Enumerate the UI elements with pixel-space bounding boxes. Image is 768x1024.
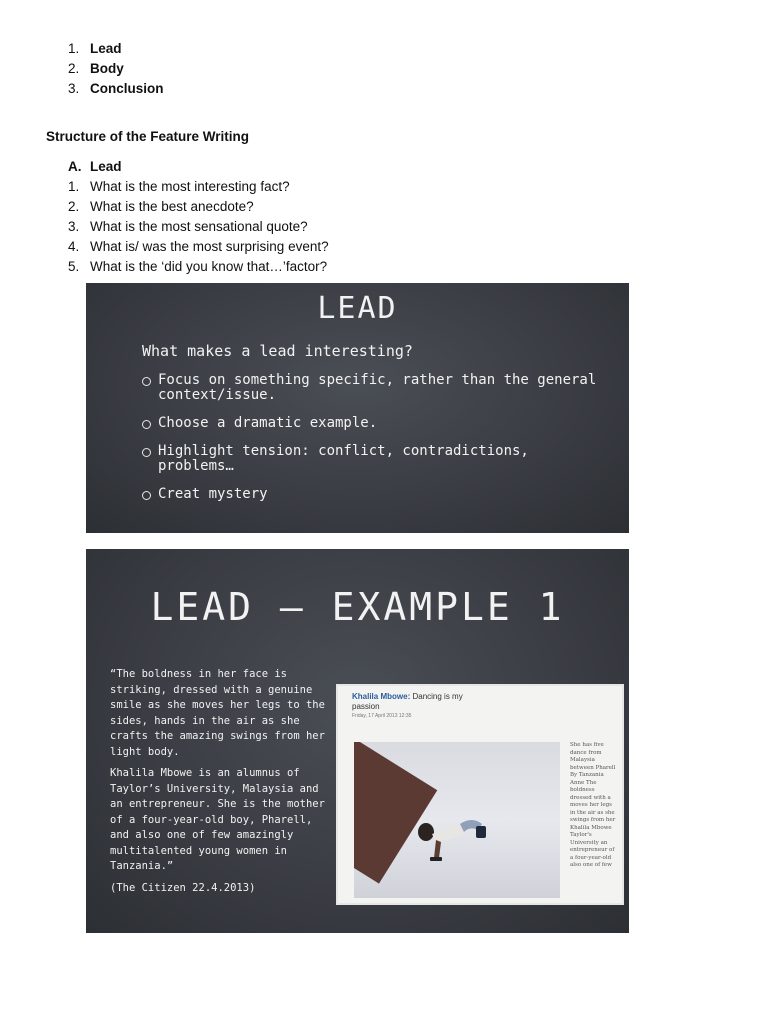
structure-list — [68, 157, 329, 277]
slide-lead — [86, 283, 629, 533]
slide-bullets — [142, 373, 602, 515]
bullet-item: Highlight tension: conflict, contradictions, problems… — [142, 444, 602, 474]
list-item: 1. What is the most interesting fact? — [68, 179, 290, 194]
dancer-figure — [412, 802, 492, 872]
dancer-photo — [354, 742, 560, 898]
slide-title: LEAD – EXAMPLE 1 — [150, 585, 565, 629]
slide-lead-example — [86, 549, 629, 933]
list-item: 5. What is the ‘did you know that…’factor? — [68, 259, 328, 274]
list-item: 1. Lead — [68, 41, 122, 56]
clipping-date: Friday, 17 April 2013 12:35 — [352, 713, 412, 719]
quote-paragraph: Khalila Mbowe is an alumnus of Taylor’s University, Malaysia and an entrepreneur. She is the mother of a four-year-old boy, Pharell, and also one of few amazingly multitalented young women in Tanzania.” — [110, 767, 325, 872]
structure-heading: A. Lead — [68, 159, 122, 174]
example-quote — [110, 667, 325, 902]
slide-question: What makes a lead interesting? — [142, 342, 413, 360]
slide-title: LEAD — [317, 291, 398, 326]
list-item: 2. Body — [68, 61, 124, 76]
bullet-item: Creat mystery — [142, 487, 602, 502]
bullet-item: Focus on something specific, rather than the general context/issue. — [142, 373, 602, 403]
citation: (The Citizen 22.4.2013) — [110, 881, 256, 894]
quote-paragraph: “The boldness in her face is striking, dressed with a genuine smile as she moves her legs to the sides, hands in the air as she crafts the amazing swings from her light body. — [110, 668, 325, 758]
bullet-item: Choose a dramatic example. — [142, 416, 602, 431]
newspaper-clipping — [336, 684, 624, 905]
clipping-column-text: She has five dance from Malaysia between Pharell By Tanzania Anne The boldness dressed with a moves her legs in the air as she swings from her Khalila Mbowe Taylor's University an entrepreneur of a four-year-old also one of few — [570, 742, 616, 868]
list-item: 4. What is/ was the most surprising event? — [68, 239, 329, 254]
intro-list — [68, 39, 164, 99]
list-item: 2. What is the best anecdote? — [68, 199, 254, 214]
list-item: 3. Conclusion — [68, 81, 164, 96]
list-item: 3. What is the most sensational quote? — [68, 219, 308, 234]
clipping-headline: Khalila Mbowe: Dancing is my passion — [352, 692, 463, 711]
section-title: Structure of the Feature Writing — [46, 129, 250, 144]
